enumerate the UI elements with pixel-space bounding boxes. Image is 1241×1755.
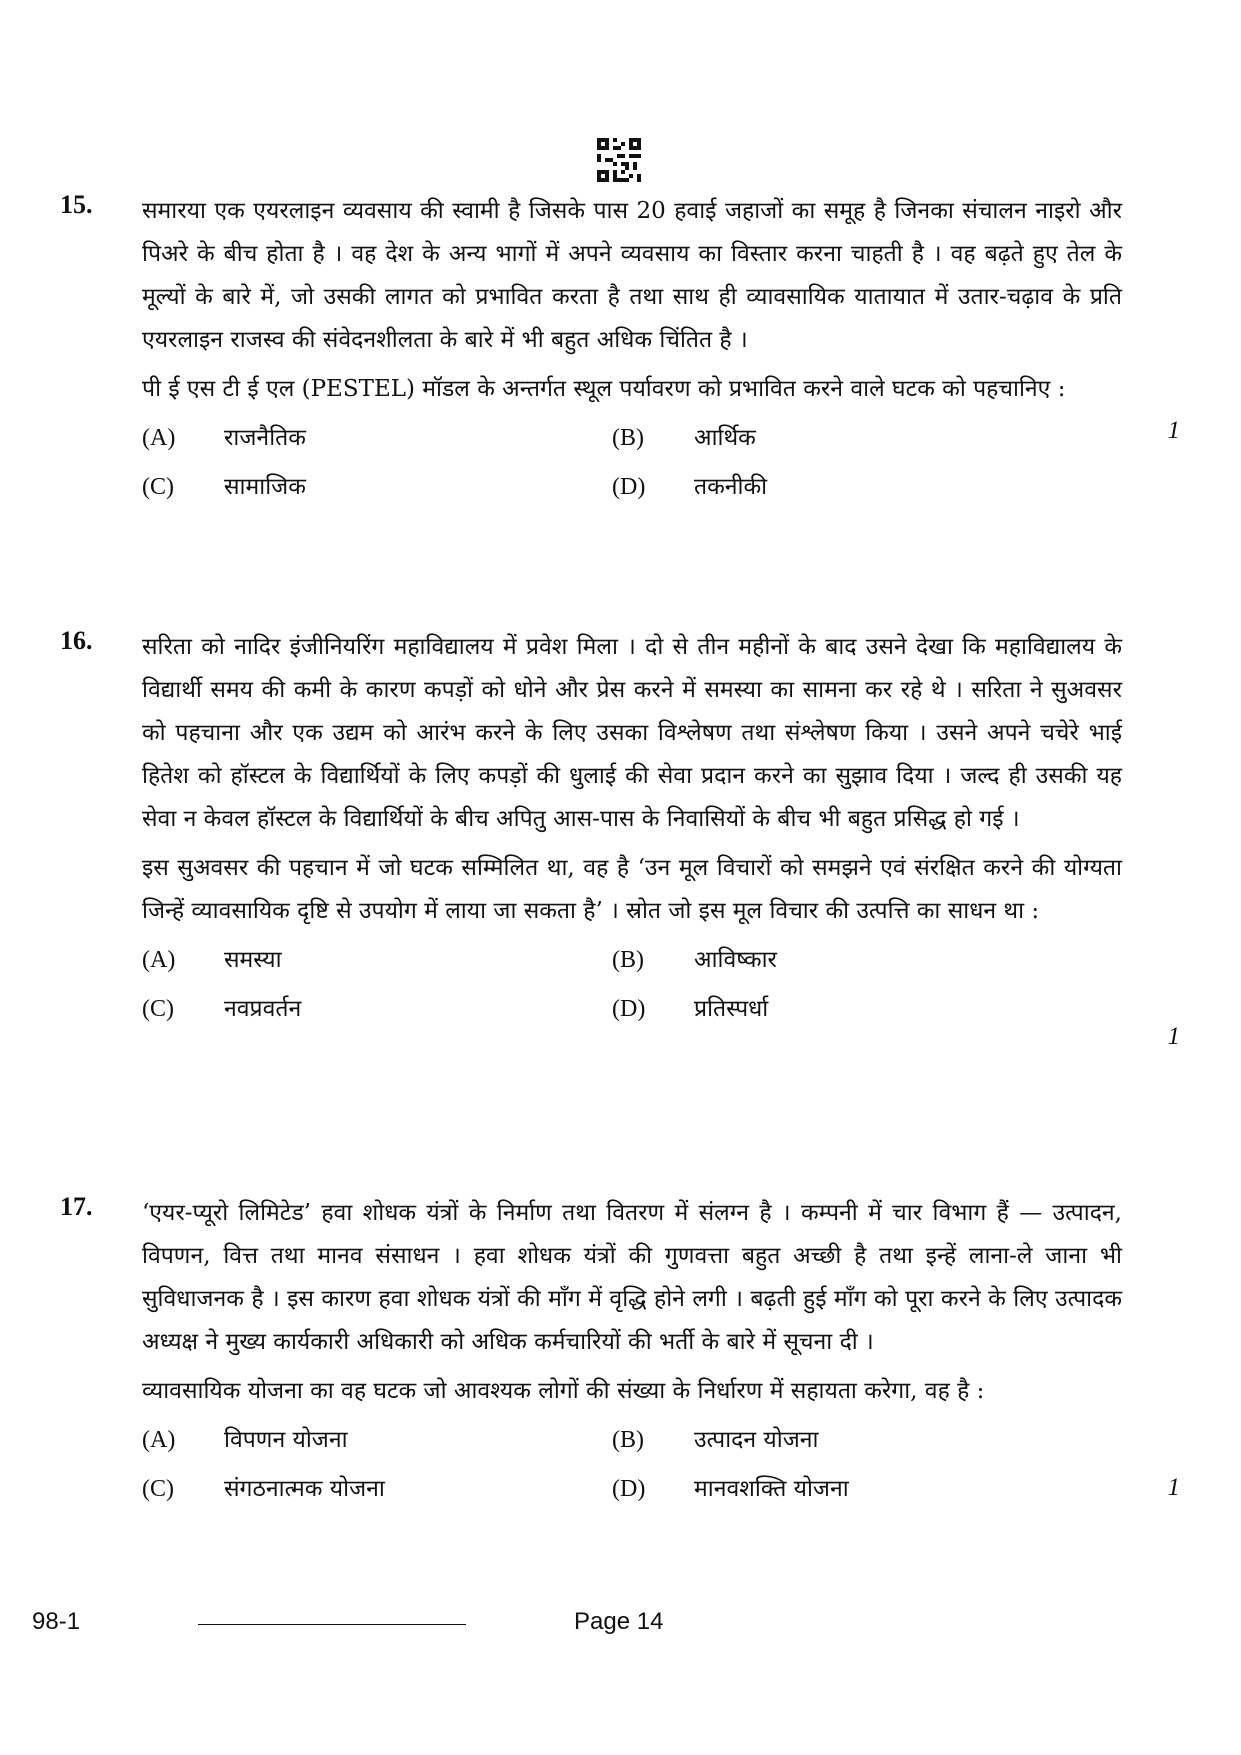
option-c: (C) सामाजिक [142,474,306,500]
option-d: (D) प्रतिस्पर्धा [612,996,769,1022]
footer-rule [198,1624,466,1625]
option-b: (B) आविष्कार [612,947,777,973]
option-a: (A) समस्या [142,947,282,973]
option-c: (C) संगठनात्मक योजना [142,1476,385,1502]
page-number: Page 14 [574,1608,664,1635]
question-16 [60,626,1180,1050]
question-prompt: पी ई एस टी ई एल (PESTEL) मॉडल के अन्तर्गत स्थूल पर्यावरण को प्रभावित करने वाले घटक को पहचानिए : [142,376,1066,402]
page-footer [0,1608,1241,1648]
marks: 1 [1167,1023,1180,1050]
option-b: (B) आर्थिक [612,425,756,451]
question-number: 17. [60,1192,93,1221]
marks: 1 [1167,417,1180,444]
question-prompt: इस सुअवसर की पहचान में जो घटक सम्मिलित था, वह है ‘उन मूल विचारों को समझने एवं संरक्षित करने की योग्यता जिन्हें व्यावसायिक दृष्टि से उपयोग में लाया जा सकता है’ । स्रोत जो इस मूल विचार की उत्पत्ति का साधन था : [142,855,1122,924]
question-number: 16. [60,626,93,655]
question-stem: समारया एक एयरलाइन व्यवसाय की स्वामी है जिसके पास 20 हवाई जहाजों का समूह है जिनका संचालन नाइरो और पिअरे के बीच होता है । वह देश के अन्य भागों में अपने व्यवसाय का विस्तार करना चाहती है । वह बढ़ते हुए तेल के मूल्यों के बारे में, जो उसकी लागत को प्रभावित करता है तथा साथ ही व्यावसायिक यातायात में उतार-चढ़ाव के प्रति एयरलाइन राजस्व की संवेदनशीलता के बारे में भी बहुत अधिक चिंतित है । [142,198,1122,353]
qr-code [597,138,641,182]
option-a: (A) राजनैतिक [142,425,306,451]
marks: 1 [1167,1474,1180,1501]
question-17 [60,1192,1180,1511]
question-stem: ‘एयर-प्यूरो लिमिटेड’ हवा शोधक यंत्रों के निर्माण तथा वितरण में संलग्न है । कम्पनी में चार विभाग हैं — उत्पादन, विपणन, वित्त तथा मानव संसाधन । हवा शोधक यंत्रों की गुणवत्ता बहुत अच्छी है तथा इन्हें लाना-ले जाना भी सुविधाजनक है । इस कारण हवा शोधक यंत्रों की माँग में वृद्धि होने लगी । बढ़ती हुई माँग को पूरा करने के लिए उत्पादक अध्यक्ष ने मुख्य कार्यकारी अधिकारी को अधिक कर्मचारियों की भर्ती के बारे में सूचना दी । [142,1200,1122,1355]
question-stem: सरिता को नादिर इंजीनियरिंग महाविद्यालय में प्रवेश मिला । दो से तीन महीनों के बाद उसने देखा कि महाविद्यालय के विद्यार्थी समय की कमी के कारण कपड़ों को धोने और प्रेस करने में समस्या का सामना कर रहे थे । सरिता ने सुअवसर को पहचाना और एक उद्यम को आरंभ करने के लिए उसका विश्लेषण तथा संश्लेषण किया । उसने अपने चचेरे भाई हितेश को हॉस्टल के विद्यार्थियों के लिए कपड़ों की धुलाई की सेवा प्रदान करने का सुझाव दिया । जल्द ही उसकी यह सेवा न केवल हॉस्टल के विद्यार्थियों के बीच अपितु आस-पास के निवासियों के बीच भी बहुत प्रसिद्ध हो गई । [142,634,1122,832]
paper-code: 98-1 [32,1608,81,1635]
question-prompt: व्यावसायिक योजना का वह घटक जो आवश्यक लोगों की संख्या के निर्धारण में सहायता करेगा, वह है : [142,1378,985,1404]
option-b: (B) उत्पादन योजना [612,1427,819,1453]
question-15 [60,190,1180,509]
option-d: (D) मानवशक्ति योजना [612,1476,849,1502]
option-c: (C) नवप्रवर्तन [142,996,302,1022]
option-a: (A) विपणन योजना [142,1427,348,1453]
question-number: 15. [60,190,93,219]
option-d: (D) तकनीकी [612,474,768,500]
